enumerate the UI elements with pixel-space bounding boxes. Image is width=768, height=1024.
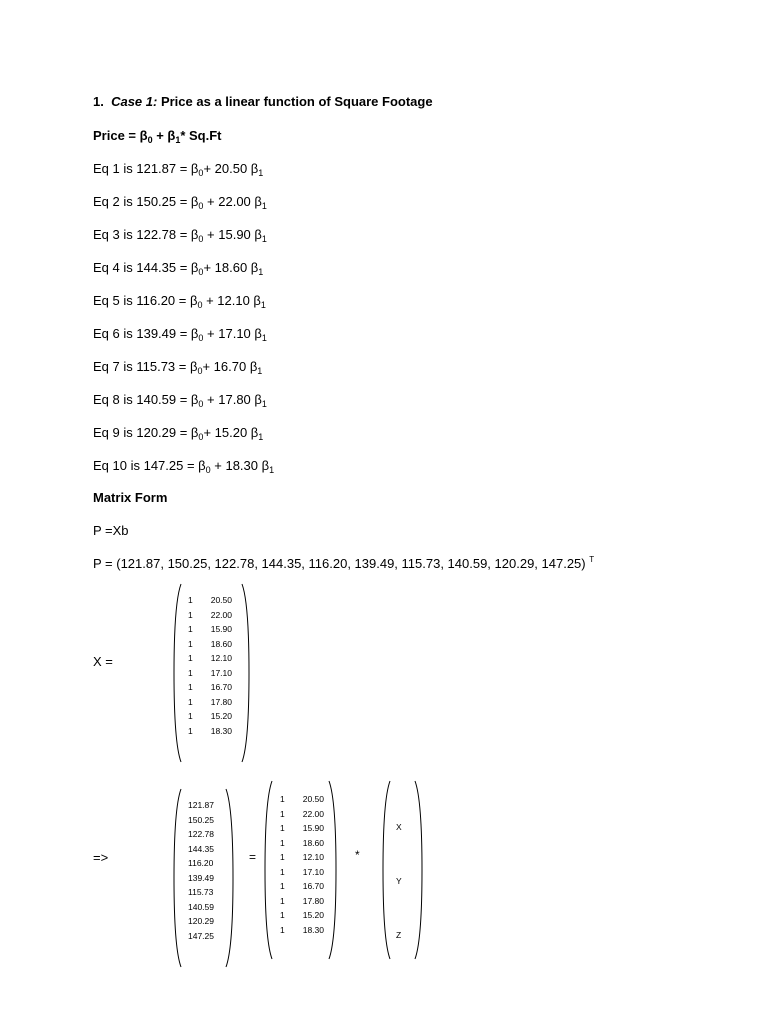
model-rhs: * Sq.Ft bbox=[180, 128, 222, 143]
equation-line: Eq 3 is $122.78 = \beta_0 + 15.90$ $\beta_1$ bbox=[93, 227, 267, 244]
matrix-row: 1 18.30 bbox=[280, 924, 324, 935]
matrix-row: 1 15.20 bbox=[188, 711, 232, 721]
right-paren-icon bbox=[224, 788, 234, 968]
model-lhs: Price = β bbox=[93, 128, 148, 143]
vector-entry: 147.25 bbox=[188, 930, 214, 941]
x-label: X = bbox=[93, 654, 113, 669]
matrix-row: 1 18.30 bbox=[188, 725, 232, 736]
vector-entry: 139.49 bbox=[188, 872, 214, 883]
heading-number: 1. bbox=[93, 94, 104, 109]
times-symbol: * bbox=[355, 848, 360, 862]
unknown-z: Z bbox=[396, 930, 402, 940]
matrix-form-heading: Matrix Form bbox=[93, 490, 168, 505]
model-sub1: 1 bbox=[175, 135, 181, 145]
matrix-row: 1 12.10 bbox=[280, 852, 324, 862]
left-paren-icon bbox=[173, 788, 183, 968]
matrix-row: 1 20.50 bbox=[188, 595, 232, 605]
transpose-mark: T bbox=[589, 555, 595, 564]
matrix-row: 1 15.20 bbox=[280, 910, 324, 920]
model-sub0: 0 bbox=[147, 135, 153, 145]
model-equation bbox=[93, 128, 222, 144]
matrix-row: 1 17.80 bbox=[280, 895, 324, 906]
equation-line: Eq 10 is $147.25 = \beta_0 + 18.30$ $\beta_1$ bbox=[93, 458, 275, 475]
vector-entry: 116.20 bbox=[188, 858, 214, 868]
right-paren-icon bbox=[327, 780, 337, 960]
left-paren-icon bbox=[382, 780, 392, 960]
right-paren-icon bbox=[413, 780, 423, 960]
p-vector-text: P = (121.87, 150.25, 122.78, 144.35, 116.20, 139.49, 115.73, 140.59, 120.29, 147.25) bbox=[93, 556, 586, 571]
matrix-row: 1 15.90 bbox=[280, 823, 324, 833]
p-equals-xb: P =Xb bbox=[93, 523, 129, 538]
equation-line: Eq 6 is $139.49 = \beta_0 + 17.10$ $\beta_1$ bbox=[93, 326, 267, 343]
right-paren-icon bbox=[240, 583, 250, 763]
equation-line: Eq 7 is $115.73 = \beta_0+ 16.70$ $\beta_1$ bbox=[93, 359, 263, 376]
matrix-row: 1 18.60 bbox=[280, 837, 324, 848]
unknown-x: X bbox=[396, 822, 402, 832]
vector-entry: 140.59 bbox=[188, 901, 214, 912]
p-vector-line bbox=[93, 556, 594, 572]
equals-symbol: = bbox=[249, 850, 257, 864]
matrix-row: 1 20.50 bbox=[280, 794, 324, 804]
p-column-vector bbox=[188, 798, 214, 943]
equation-line: Eq 1 is $121.87 = \beta_0+ 20.50$ $\beta_1$ bbox=[93, 161, 264, 178]
matrix-row: 1 18.60 bbox=[188, 638, 232, 649]
matrix-row: 1 17.80 bbox=[188, 696, 232, 707]
x-matrix-repeat bbox=[280, 792, 324, 937]
equation-line: Eq 9 is $120.29 = \beta_0+ 15.20$ $\beta_1$ bbox=[93, 425, 264, 442]
left-paren-icon bbox=[173, 583, 183, 763]
heading-title: Price as a linear function of Square Footage bbox=[160, 94, 433, 109]
matrix-row: 1 17.10 bbox=[280, 866, 324, 877]
matrix-row: 1 15.90 bbox=[188, 624, 232, 634]
equation-line: Eq 4 is $144.35 = \beta_0+ 18.60$ $\beta_1$ bbox=[93, 260, 264, 277]
matrix-row: 1 12.10 bbox=[188, 653, 232, 663]
equation-line: Eq 2 is $150.25 = \beta_0 + 22.00$ $\beta_1$ bbox=[93, 194, 267, 211]
vector-entry: 150.25 bbox=[188, 814, 214, 825]
unknown-y: Y bbox=[396, 876, 402, 886]
model-mid: + β bbox=[152, 128, 176, 143]
implies-symbol: => bbox=[93, 850, 109, 865]
heading-case-label: Case 1: bbox=[111, 94, 158, 109]
equation-line: Eq 8 is $140.59 = \beta_0 + 17.80$ $\beta_1$ bbox=[93, 392, 267, 409]
equation-line: Eq 5 is $116.20 = \beta_0 + 12.10$ $\beta_1$ bbox=[93, 293, 266, 310]
vector-entry: 122.78 bbox=[188, 829, 214, 839]
vector-entry: 121.87 bbox=[188, 800, 214, 810]
left-paren-icon bbox=[264, 780, 274, 960]
section-heading bbox=[93, 94, 433, 110]
matrix-row: 1 22.00 bbox=[280, 808, 324, 819]
vector-entry: 120.29 bbox=[188, 916, 214, 926]
x-matrix bbox=[188, 593, 232, 738]
matrix-row: 1 22.00 bbox=[188, 609, 232, 620]
matrix-row: 1 16.70 bbox=[188, 682, 232, 692]
matrix-row: 1 17.10 bbox=[188, 667, 232, 678]
matrix-row: 1 16.70 bbox=[280, 881, 324, 891]
vector-entry: 144.35 bbox=[188, 843, 214, 854]
vector-entry: 115.73 bbox=[188, 887, 214, 897]
